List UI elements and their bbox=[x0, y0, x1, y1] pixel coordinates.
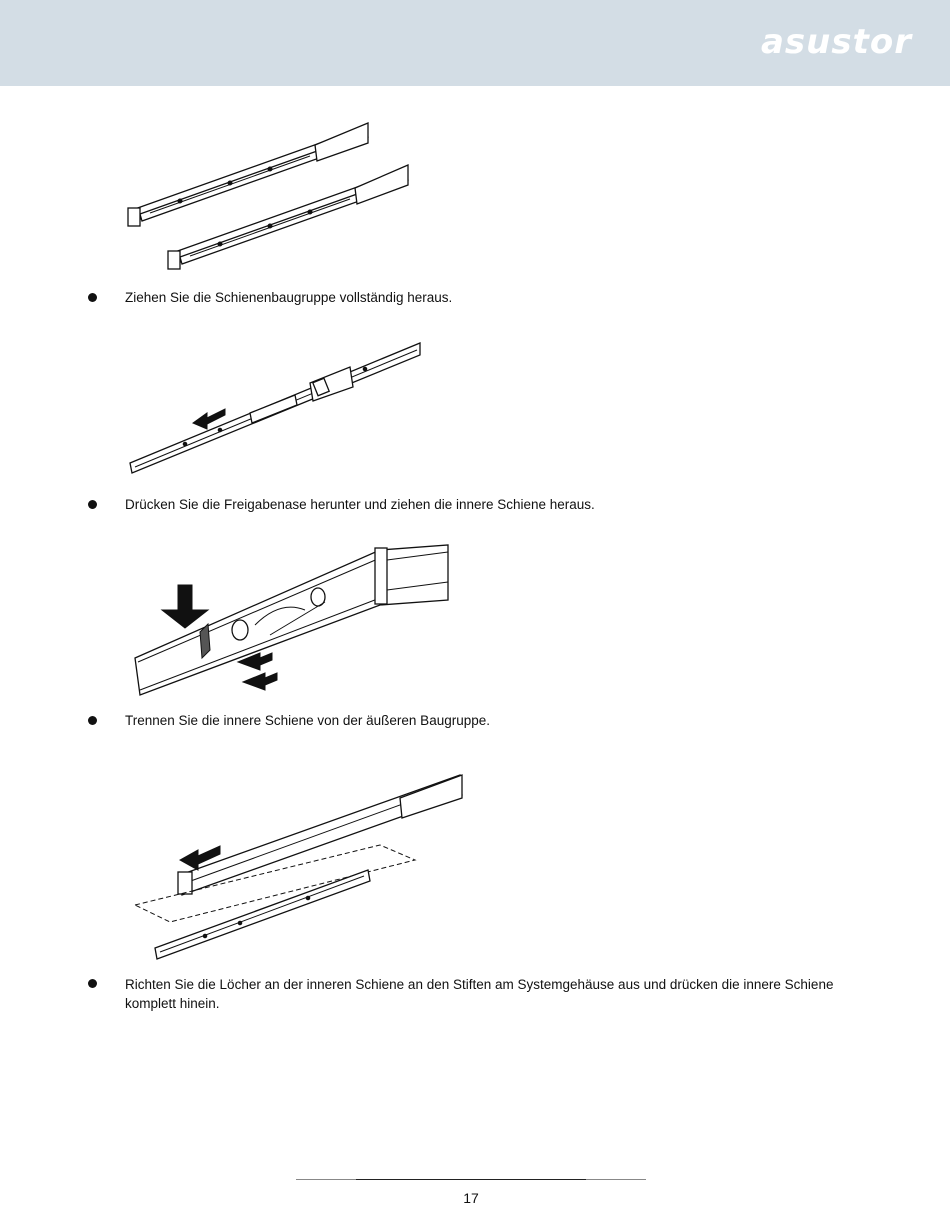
page-header bbox=[0, 0, 950, 86]
bullet-point bbox=[88, 500, 97, 509]
step-1-text: Ziehen Sie die Schienenbaugruppe vollständig heraus. bbox=[125, 290, 453, 305]
bullet-point bbox=[88, 716, 97, 725]
asustor-logo: asustor bbox=[760, 22, 912, 62]
bullet-point bbox=[88, 979, 97, 988]
rail-kit-illustration bbox=[120, 115, 420, 275]
step-3-text: Trennen Sie die innere Schiene von der äußeren Baugruppe. bbox=[125, 713, 490, 728]
step-2-text: Drücken Sie die Freigabenase herunter und ziehen die innere Schiene heraus. bbox=[125, 497, 595, 512]
page-number: 17 bbox=[463, 1190, 479, 1206]
bullet-point bbox=[88, 293, 97, 302]
footer-divider-accent bbox=[356, 1179, 586, 1180]
release-tab-illustration bbox=[130, 540, 455, 700]
separated-rail-illustration bbox=[130, 770, 470, 965]
step-4-text: Richten Sie die Löcher an der inneren Schiene an den Stiften am Systemgehäuse aus und drücken die innere Schiene komplett hinein. bbox=[125, 977, 834, 1011]
extended-rail-illustration bbox=[125, 335, 425, 480]
